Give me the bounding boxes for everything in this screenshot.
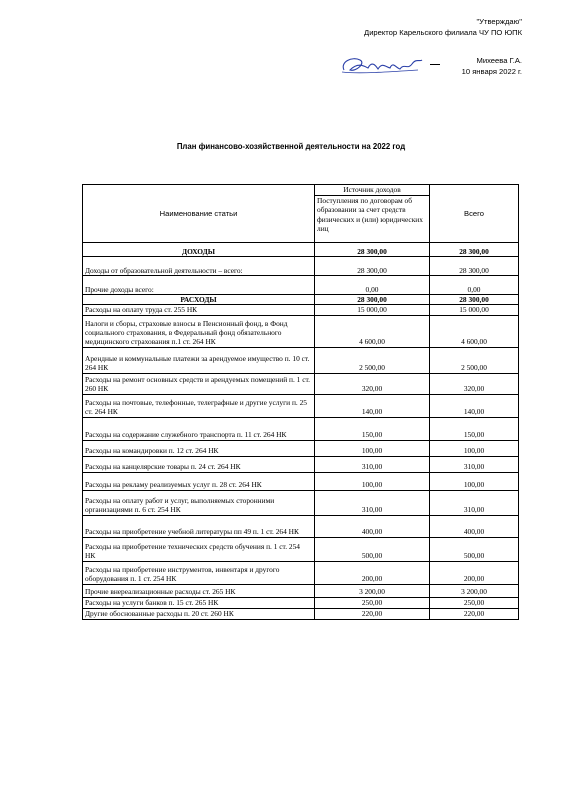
table-row <box>83 276 519 295</box>
row-total: 200,00 <box>430 561 519 584</box>
row-value: 400,00 <box>315 515 430 537</box>
header-source-sub: Поступления по договорам об образовании за счет средств физических и (или) юридических лиц <box>315 196 430 243</box>
row-value: 0,00 <box>315 276 430 295</box>
row-name: Расходы на приобретение инструментов, инвентаря и другого оборудования п. 1 ст. 254 НК <box>83 561 315 584</box>
table-row <box>83 373 519 394</box>
row-name: Расходы на приобретение технических средств обучения п. 1 ст. 254 НК <box>83 537 315 561</box>
row-value: 28 300,00 <box>315 295 430 305</box>
table-row <box>83 417 519 440</box>
row-total: 320,00 <box>430 373 519 394</box>
row-value: 310,00 <box>315 456 430 472</box>
row-total: 150,00 <box>430 417 519 440</box>
table-row <box>83 584 519 597</box>
table-row <box>83 515 519 537</box>
row-total: 100,00 <box>430 440 519 456</box>
header-total: Всего <box>430 185 519 243</box>
table-row <box>83 490 519 515</box>
row-total: 250,00 <box>430 597 519 608</box>
row-total: 28 300,00 <box>430 295 519 305</box>
finance-table <box>82 184 519 620</box>
row-name: Расходы на содержание служебного транспорта п. 11 ст. 264 НК <box>83 417 315 440</box>
table-row <box>83 440 519 456</box>
row-value: 310,00 <box>315 490 430 515</box>
row-value: 220,00 <box>315 608 430 619</box>
row-total: 310,00 <box>430 456 519 472</box>
row-total: 0,00 <box>430 276 519 295</box>
row-name: Расходы на оплату труда ст. 255 НК <box>83 305 315 315</box>
row-total: 28 300,00 <box>430 257 519 276</box>
row-name: Арендные и коммунальные платежи за арендуемое имущество п. 10 ст. 264 НК <box>83 347 315 373</box>
header-name: Наименование статьи <box>83 185 315 243</box>
row-value: 320,00 <box>315 373 430 394</box>
row-name: Доходы от образовательной деятельности – всего: <box>83 257 315 276</box>
signature <box>338 52 424 78</box>
row-value: 15 000,00 <box>315 305 430 315</box>
header-source: Источник доходов <box>315 185 430 196</box>
table-row <box>83 347 519 373</box>
row-value: 28 300,00 <box>315 243 430 257</box>
row-name: Прочие доходы всего: <box>83 276 315 295</box>
row-total: 3 200,00 <box>430 584 519 597</box>
row-value: 500,00 <box>315 537 430 561</box>
row-value: 150,00 <box>315 417 430 440</box>
row-total: 140,00 <box>430 394 519 417</box>
table-row <box>83 561 519 584</box>
row-total: 2 500,00 <box>430 347 519 373</box>
row-value: 140,00 <box>315 394 430 417</box>
row-total: 310,00 <box>430 490 519 515</box>
table-row <box>83 295 519 305</box>
row-value: 3 200,00 <box>315 584 430 597</box>
table-row <box>83 537 519 561</box>
row-name: Другие обоснованные расходы п. 20 ст. 260 НК <box>83 608 315 619</box>
row-total: 400,00 <box>430 515 519 537</box>
row-total: 500,00 <box>430 537 519 561</box>
row-name: Расходы на рекламу реализуемых услуг п. 28 ст. 264 НК <box>83 472 315 490</box>
table-row <box>83 608 519 619</box>
row-name: Расходы на оплату работ и услуг, выполняемых сторонними организациями п. 6 ст. 254 НК <box>83 490 315 515</box>
table-row <box>83 597 519 608</box>
table-row <box>83 257 519 276</box>
row-name: Расходы на приобретение учебной литературы пп 49 п. 1 ст. 264 НК <box>83 515 315 537</box>
table-row <box>83 394 519 417</box>
row-name: РАСХОДЫ <box>83 295 315 305</box>
row-value: 200,00 <box>315 561 430 584</box>
table-row <box>83 305 519 315</box>
table-row <box>83 472 519 490</box>
row-value: 2 500,00 <box>315 347 430 373</box>
approval-line3: Михеева Г.А. <box>476 56 522 65</box>
table-row <box>83 243 519 257</box>
row-name: Расходы на услуги банков п. 15 ст. 265 НК <box>83 597 315 608</box>
row-value: 100,00 <box>315 472 430 490</box>
row-name: Расходы на почтовые, телефонные, телеграфные и другие услуги п. 25 ст. 264 НК <box>83 394 315 417</box>
approval-line2: Директор Карельского филиала ЧУ ПО ЮПК <box>364 28 522 37</box>
table-row <box>83 456 519 472</box>
signature-dash <box>430 64 440 65</box>
row-name: Налоги и сборы, страховые взносы в Пенсионный фонд, в Фонд социального страхования, в Федеральный фонд обязательного медицинского страхования п.1 ст. 264 НК <box>83 315 315 347</box>
row-value: 100,00 <box>315 440 430 456</box>
row-name: Расходы на командировки п. 12 ст. 264 НК <box>83 440 315 456</box>
row-total: 15 000,00 <box>430 305 519 315</box>
approval-line4: 10 января 2022 г. <box>461 67 522 76</box>
row-value: 250,00 <box>315 597 430 608</box>
row-name: ДОХОДЫ <box>83 243 315 257</box>
row-total: 100,00 <box>430 472 519 490</box>
page-title: План финансово-хозяйственной деятельности на 2022 год <box>176 142 406 151</box>
row-total: 4 600,00 <box>430 315 519 347</box>
row-total: 220,00 <box>430 608 519 619</box>
row-value: 4 600,00 <box>315 315 430 347</box>
table-row <box>83 315 519 347</box>
row-name: Расходы на ремонт основных средств и арендуемых помещений п. 1 ст. 260 НК <box>83 373 315 394</box>
row-name: Прочие внереализационные расходы ст. 265 НК <box>83 584 315 597</box>
row-value: 28 300,00 <box>315 257 430 276</box>
row-name: Расходы на канцелярские товары п. 24 ст. 264 НК <box>83 456 315 472</box>
approval-line1: "Утверждаю" <box>476 17 522 26</box>
row-total: 28 300,00 <box>430 243 519 257</box>
